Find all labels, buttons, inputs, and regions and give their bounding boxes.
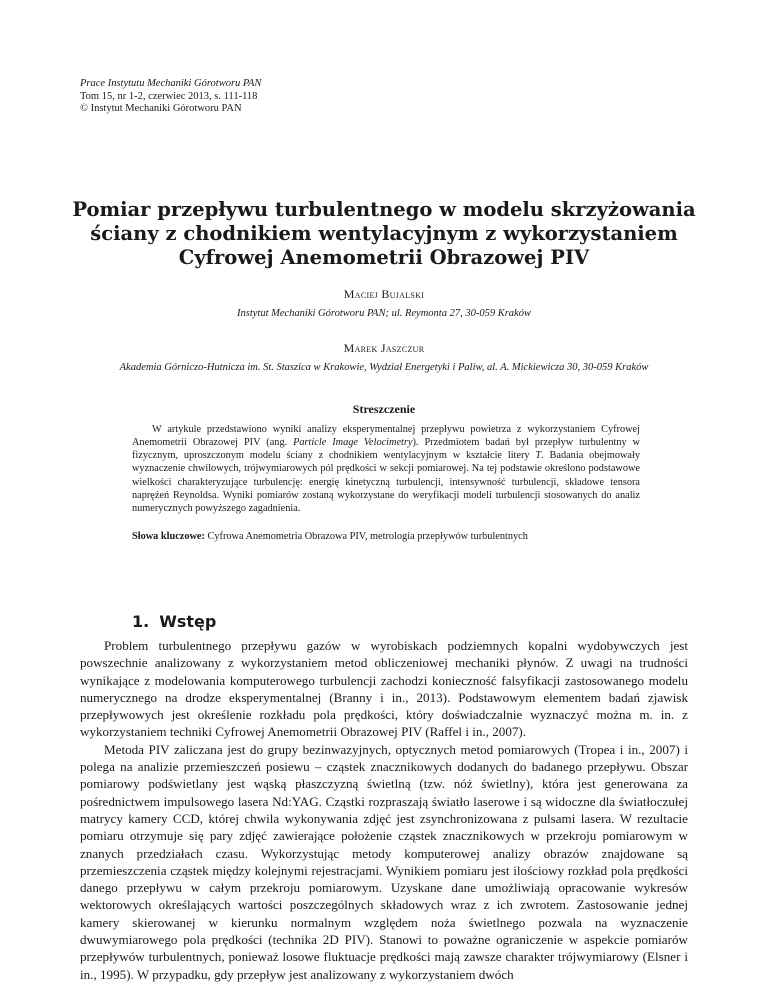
paper-title — [60, 198, 708, 270]
abstract-span-italic: Particle Image Velocimetry — [293, 437, 413, 449]
author-affiliation: Instytut Mechaniki Górotworu PAN; ul. Reymonta 27, 30-059 Kraków — [237, 308, 531, 319]
paragraph: Problem turbulentnego przepływu gazów w wyrobiskach podziemnych kopalni wydobywczych jest powszechnie analizowany z wykorzystaniem metod obliczeniowej mechaniki płynów. Z uwagi na trudności wynikające z modelowania komputerowego turbulencji zachodzi konieczność falsyfikacji zastosowanego modelu numerycznego na drodze eksperymentalnej (Branny i in., 2013). Podstawowym elementem badań zjawisk przepływowych jest określenie rozkładu pola prędkości, który doświadczalnie wyznaczyć można m. in. z wykorzystaniem techniki Cyfrowej Anemometrii Obrazowej PIV (Raffel i in., 2007). — [80, 638, 688, 740]
abstract-heading: Streszczenie — [352, 402, 416, 416]
abstract-text — [132, 423, 640, 515]
keywords-label: Słowa kluczowe: — [132, 531, 205, 542]
paragraph: Metoda PIV zaliczana jest do grupy bezinwazyjnych, optycznych metod pomiarowych (Tropea i in., 2007) i polega na analizie przemieszczeń posiewu – cząstek znacznikowych dodanych do badanego przepływu. Obszar pomiarowy podświetlany jest wąską płaszczyzną świetlną (tzw. nóż świetlny), która jest generowana za pośrednictwem impulsowego lasera Nd:YAG. Cząstki rozpraszają światło laserowe i są widoczne dla światłoczułej matrycy kamery CCD, której chwila wykonywania zdjęć jest zsynchronizowana z pulsami lasera. W rezultacie pomiaru otrzymuje się pary zdjęć zawierające położenie cząstek znacznikowych w przekroju pomiarowym w znanych przedziałach czasu. Wykorzystując metody komputerowej analizy obrazów znajdowane są przemieszczenia cząstek między kolejnymi rejestracjami. Wynikiem pomiaru jest ilościowy rozkład pola prędkości danego przepływu w całym przekroju pomiarowym. Uzyskane dane umożliwiają opracowanie wykresów wektorowych określających wartości poszczególnych składowych wraz z ich zwrotem. Zastosowanie jednej kamery skierowanej w kierunku normalnym względem noża świetlnego pozwala na wyznaczenie dwuwymiarowego pola prędkości (technika 2D PIV). Stanowi to poważne ograniczenie w aspekcie pomiarów przepływów turbulentnych, ponieważ losowe fluktuacje prędkości mają zawsze charakter trójwymiarowy (Elsner i in., 1995). W przypadku, gdy przepływ jest analizowany z wykorzystaniem dwóch — [80, 741, 688, 982]
journal-name: Prace Instytutu Mechaniki Górotworu PAN — [80, 78, 262, 89]
author-affiliation: Akademia Górniczo-Hutnicza im. St. Staszica w Krakowie, Wydział Energetyki i Paliw, al. A. Mickiewicza 30, 30-059 Kraków — [119, 362, 649, 373]
title-line: Pomiar przepływu turbulentnego w modelu skrzyżowania — [72, 198, 696, 221]
body-text — [80, 637, 688, 983]
keywords-text: Cyfrowa Anemometria Obrazowa PIV, metrologia przepływów turbulentnych — [204, 531, 528, 542]
section-number: 1. — [132, 612, 150, 631]
journal-volume: Tom 15, nr 1-2, czerwiec 2013, s. 111-118 — [80, 90, 258, 102]
journal-header — [80, 78, 261, 116]
abstract-span-italic: T — [535, 450, 542, 462]
author-name: Marek Jaszczur — [343, 341, 425, 355]
abstract-span: ). Przedmiotem badań był przepływ turbulentny w fizycznym, uproszczonym modelu ściany z chodnikiem wentylacyjnym w kształcie litery — [132, 437, 640, 462]
section-heading — [132, 612, 216, 631]
abstract-span: W artykule przedstawiono wyniki analizy eksperymentalnej przepływu powietrza z wykorzystaniem Cyfrowej Anemometrii Obrazowej PIV (ang. — [132, 424, 640, 449]
author-name: Maciej Bujalski — [343, 287, 425, 301]
section-title: Wstęp — [159, 612, 217, 631]
title-line: ściany z chodnikiem wentylacyjnym z wykorzystaniem — [90, 222, 678, 245]
abstract-span: . Badania obejmowały wyznaczenie chwilowych, trójwymiarowych pól prędkości w sekcji pomiarowej. Na tej podstawie określono podstawowe wielkości charakteryzujące turbulencję: energię kinetyczną turbulencji, intensywność turbulencji, składowe tensora naprężeń Reynoldsa. Wyniki pomiarów zostaną wykorzystane do weryfikacji modeli turbulencji stosowanych do analiz numerycznych powyższego zagadnienia. — [132, 450, 640, 514]
journal-copyright: © Instytut Mechaniki Górotworu PAN — [80, 103, 242, 114]
title-line: Cyfrowej Anemometrii Obrazowej PIV — [178, 246, 590, 269]
keywords — [132, 531, 652, 542]
